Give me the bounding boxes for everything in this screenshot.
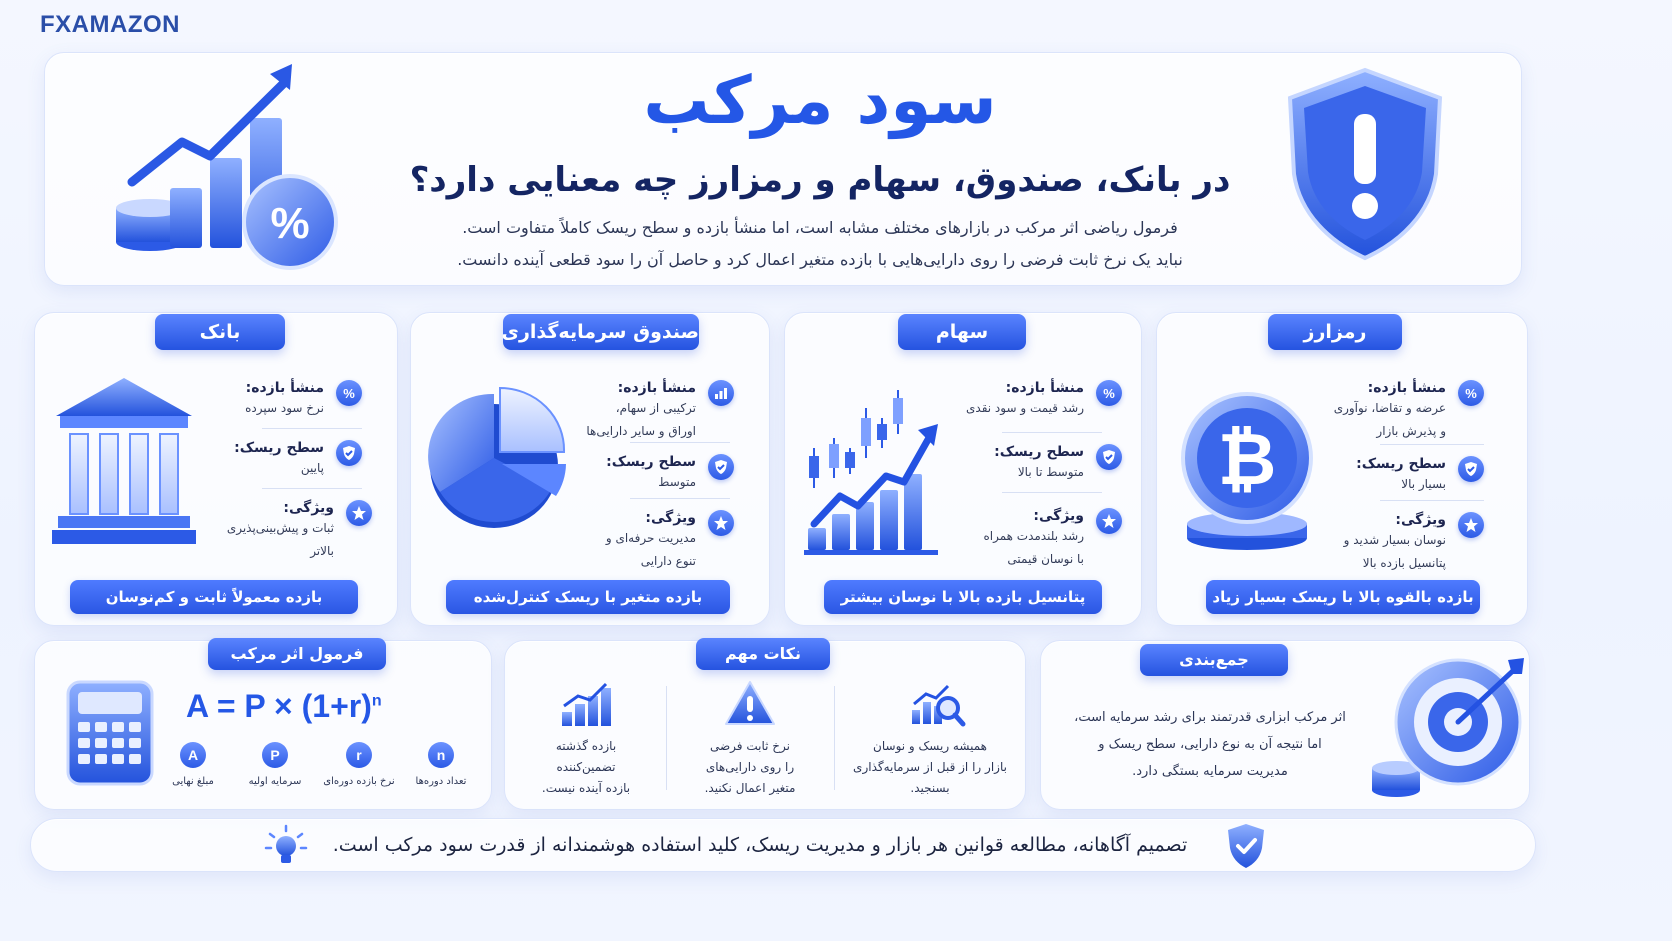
star-icon <box>1096 508 1122 534</box>
bank-feature-label: ویژگی: <box>283 500 334 516</box>
bottom-message: تصمیم آگاهانه، مطالعه قوانین هر بازار و مدیریت ریسک، کلید استفاده هوشمندانه از قدرت سود مرکب است. <box>332 834 1188 856</box>
var-p-caption: سرمایه اولیه <box>248 776 302 787</box>
magnifier-chart-icon <box>910 682 966 728</box>
candlestick-chart-icon <box>800 378 950 558</box>
shield-check-icon <box>1224 822 1268 870</box>
note-risk-line-1: همیشه ریسک و نوسان <box>873 739 987 753</box>
note-past-returns <box>518 736 654 799</box>
shield-check-icon <box>1096 444 1122 470</box>
svg-text:%: % <box>270 199 310 248</box>
svg-text:₿: ₿ <box>1217 420 1277 500</box>
shield-check-icon <box>708 454 734 480</box>
crypto-source-value-2: و پذیرش بازار <box>1376 424 1446 438</box>
stocks-feature-label: ویژگی: <box>1033 508 1084 524</box>
fund-source-value-1: ترکیبی از سهام، <box>615 401 696 415</box>
fund-risk-label: سطح ریسک: <box>606 454 696 470</box>
summary-text <box>1060 704 1360 785</box>
stocks-feature-value-2: با نوسان قیمتی <box>1007 552 1084 566</box>
fund-feature-value-1: مدیریت حرفه‌ای و <box>605 531 696 545</box>
card-title-crypto: رمزارز <box>1268 314 1402 350</box>
bank-source-value: نرخ سود سپرده <box>245 401 324 415</box>
card-footer-stocks: پتانسیل بازده بالا با نوسان بیشتر <box>824 580 1102 614</box>
bitcoin-coin-icon <box>1172 388 1322 560</box>
summary-line-1: اثر مرکب ابزاری قدرتمند برای رشد سرمایه است، <box>1074 710 1346 725</box>
percent-icon <box>1096 380 1122 406</box>
header-description-2: نباید یک نرخ ثابت فرضی را روی دارایی‌هایی با بازده متغیر اعمال کرد و حاصل آن را سود قطعی آینده دانست. <box>457 250 1183 269</box>
crypto-risk-label: سطح ریسک: <box>1356 456 1446 472</box>
svg-text:%: % <box>343 386 355 401</box>
note-past-returns-line-2: تضمین‌کننده <box>556 760 616 774</box>
note-past-returns-line-3: بازده آینده نیست. <box>541 781 631 795</box>
star-icon <box>346 500 372 526</box>
page-subtitle: در بانک، صندوق، سهام و رمزارز چه معنایی دارد؟ <box>409 160 1231 200</box>
summary-line-2: اما نتیجه آن به نوع دارایی، سطح ریسک و <box>1098 737 1322 752</box>
var-p-badge: P <box>262 742 288 768</box>
lightbulb-icon <box>264 824 308 868</box>
svg-text:%: % <box>1103 386 1115 401</box>
stocks-risk-label: سطح ریسک: <box>994 444 1084 460</box>
stocks-feature-value-1: رشد بلندمدت همراه <box>983 529 1084 543</box>
bank-feature-value-2: بالاتر <box>310 544 334 558</box>
note-risk-line-3: بسنجید. <box>910 781 950 795</box>
shield-warning-icon <box>1280 64 1450 264</box>
fund-feature-label: ویژگی: <box>645 510 696 526</box>
compound-formula <box>186 688 382 725</box>
var-a-badge: A <box>180 742 206 768</box>
fund-feature-value-2: تنوع دارایی <box>640 554 696 568</box>
note-past-returns-line-1: بازده گذشته <box>555 739 617 753</box>
note-fixed-rate-line-3: متغیر اعمال نکنید. <box>704 781 796 795</box>
crypto-source-label: منشأ بازده: <box>1367 380 1446 396</box>
notes-title: نکات مهم <box>696 638 830 670</box>
card-footer-bank: بازده معمولاً ثابت و کم‌نوسان <box>70 580 358 614</box>
stocks-source-label: منشأ بازده: <box>1005 380 1084 396</box>
percent-icon <box>1458 380 1484 406</box>
summary-title: جمع‌بندی <box>1140 644 1288 676</box>
bank-building-icon <box>52 376 196 546</box>
shield-check-icon <box>1458 456 1484 482</box>
fund-source-value-2: اوراق و سایر دارایی‌ها <box>586 424 696 438</box>
card-footer-fund: بازده متغیر با ریسک کنترل‌شده <box>446 580 730 614</box>
target-icon <box>1366 656 1526 802</box>
var-n-badge: n <box>428 742 454 768</box>
bank-risk-label: سطح ریسک: <box>234 440 324 456</box>
svg-text:%: % <box>1465 386 1477 401</box>
card-footer-crypto: بازده بالقوه بالا با ریسک بسیار زیاد <box>1206 580 1480 614</box>
header-description-1: فرمول ریاضی اثر مرکب در بازارهای مختلف مشابه است، اما منشأ بازده و سطح ریسک کاملاً متفاوت است. <box>462 218 1178 237</box>
bars-icon <box>708 380 734 406</box>
note-risk-assessment <box>842 736 1018 799</box>
stocks-source-value: رشد قیمت و سود نقدی <box>966 401 1084 415</box>
note-fixed-rate-line-2: را روی دارایی‌های <box>705 760 795 774</box>
star-icon <box>1458 512 1484 538</box>
card-title-bank: بانک <box>155 314 285 350</box>
formula-exponent: n <box>371 692 382 710</box>
brand-logo: FXAMAZON <box>40 11 180 38</box>
fund-source-label: منشأ بازده: <box>617 380 696 396</box>
crypto-feature-value-2: پتانسیل بازده بالا <box>1362 556 1446 570</box>
calculator-icon <box>66 680 154 786</box>
formula-base: A = P × (1+r) <box>186 688 372 724</box>
fund-risk-value: متوسط <box>658 475 696 489</box>
pie-chart-icon <box>424 384 584 534</box>
crypto-feature-value-1: نوسان بسیار شدید و <box>1343 533 1446 547</box>
stocks-risk-value: متوسط تا بالا <box>1017 465 1084 479</box>
star-icon <box>708 510 734 536</box>
bank-source-label: منشأ بازده: <box>245 380 324 396</box>
warning-icon <box>724 680 776 726</box>
var-n-caption: تعداد دوره‌ها <box>415 776 467 787</box>
card-title-fund: صندوق سرمایه‌گذاری <box>503 314 699 350</box>
bank-risk-value: پایین <box>300 461 324 475</box>
page-title: سود مرکب <box>643 62 997 139</box>
percent-icon <box>336 380 362 406</box>
crypto-risk-value: بسیار بالا <box>1401 477 1446 491</box>
var-a-caption: مبلغ نهایی <box>172 776 214 787</box>
bank-feature-value-1: ثبات و پیش‌بینی‌پذیری <box>226 521 334 535</box>
var-r-badge: r <box>346 742 372 768</box>
formula-title: فرمول اثر مرکب <box>208 638 386 670</box>
note-fixed-rate <box>676 736 824 799</box>
summary-line-3: مدیریت سرمایه بستگی دارد. <box>1132 764 1288 779</box>
crypto-source-value-1: عرضه و تقاضا، نوآوری <box>1333 401 1446 415</box>
card-title-stocks: سهام <box>898 314 1026 350</box>
crypto-feature-label: ویژگی: <box>1395 512 1446 528</box>
shield-check-icon <box>336 440 362 466</box>
var-r-caption: نرخ بازده دوره‌ای <box>323 776 395 787</box>
note-risk-line-2: بازار را از قبل از سرمایه‌گذاری <box>853 760 1007 774</box>
growth-chart-icon <box>110 60 350 275</box>
note-fixed-rate-line-1: نرخ ثابت فرضی <box>709 739 790 753</box>
bar-chart-icon <box>560 682 612 726</box>
